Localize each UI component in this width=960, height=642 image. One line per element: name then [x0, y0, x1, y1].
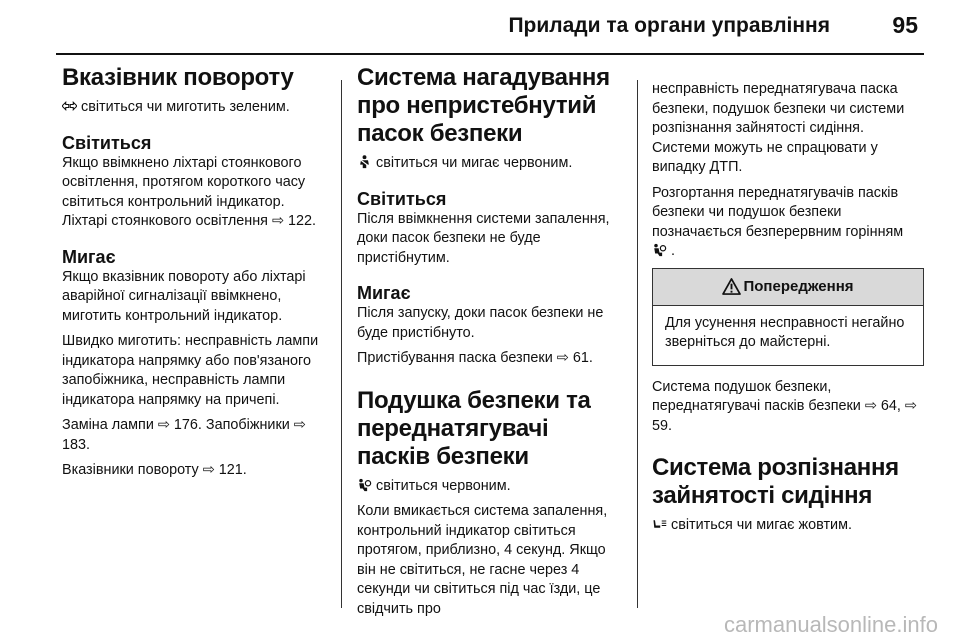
column-divider-2 — [637, 80, 638, 608]
subheading-flashing: Мигає — [62, 246, 116, 267]
paragraph-flashing: Якщо вказівник повороту або ліхтарі аварійної сигналізації ввімкнено, миготить контрольний індикатор. — [62, 268, 306, 324]
column-2 — [357, 64, 621, 625]
seat-occupancy-intro-text: світиться чи мигає жовтим. — [671, 517, 852, 533]
paragraph-airbag-malfunction: несправність переднатягувача паска безпеки, подушок безпеки чи системи розпізнання зайнятості сидіння. Системи можуть не спрацювати у випадку ДТП. — [652, 81, 905, 175]
column-divider-1 — [341, 80, 342, 608]
paragraph-seatbelt-lit: Після ввімкнення системи запалення, доки пасок безпеки не буде пристібнутим. — [357, 210, 610, 266]
seat-occupancy-icon — [652, 517, 667, 531]
section-heading-seatbelt-reminder: Система нагадування про непристебнутий пасок безпеки — [357, 64, 610, 147]
airbag-icon — [357, 478, 372, 492]
paragraph-bulb-replacement: Заміна лампи ⇨ 176. Запобіжники ⇨ 183. — [62, 417, 306, 453]
paragraph-deployment: Розгортання переднатягувачів пасків безпеки чи подушок безпеки позначається безперервним горінням . — [652, 184, 904, 259]
subheading-seatbelt-flashing: Мигає — [357, 283, 411, 303]
paragraph-fast-flashing: Швидко миготить: несправність лампи індикатора напрямку або пов'язаного запобіжника, несправність лампи індикатора напрямку на причепі. — [62, 333, 319, 408]
column-3 — [652, 80, 924, 542]
airbag-intro — [357, 477, 621, 497]
paragraph-lit: Якщо ввімкнено ліхтарі стоянкового освітлення, протягом короткого часу світиться контрольний індикатор. Ліхтарі стоянкового освітлення ⇨ 122. — [62, 154, 317, 229]
warning-text: Для усунення несправності негайно зверніться до майстерні. — [665, 314, 905, 350]
page-number: 95 — [892, 12, 918, 38]
turn-signal-intro-text: світиться чи миготить зеленим. — [81, 99, 290, 115]
seatbelt-intro — [357, 154, 621, 174]
airbag-intro-text: світиться червоним. — [376, 477, 511, 494]
section-heading-turn-signal: Вказівник повороту — [62, 64, 294, 91]
turn-signal-intro — [62, 98, 330, 118]
section-heading-airbag: Подушка безпеки та переднатягувачі пасків безпеки — [357, 386, 591, 470]
paragraph-airbag-system-ref: Система подушок безпеки, переднатягувачі пасків безпеки ⇨ 64, ⇨ 59. — [652, 378, 917, 434]
seatbelt-intro-text: світиться чи мигає червоним. — [376, 155, 573, 171]
airbag-icon — [652, 243, 667, 257]
seatbelt-icon — [357, 155, 372, 169]
subheading-lit: Світиться — [62, 132, 152, 153]
paragraph-seatbelt-flashing: Після запуску, доки пасок безпеки не буде пристібнуто. — [357, 305, 604, 341]
section-heading-seat-occupancy: Система розпізнання зайнятості сидіння — [652, 454, 899, 509]
paragraph-airbag-check: Коли вмикається система запалення, контрольний індикатор світиться протягом, приблизно, 4 секунд. Якщо він не світиться, не гасне через 4 секунди чи світиться під час їзди, це свідчить про — [357, 503, 608, 617]
header-rule — [56, 53, 924, 55]
warning-title: Попередження — [743, 278, 854, 295]
turn-signal-icon — [62, 99, 77, 113]
watermark: carmanualsonline.info — [723, 612, 938, 637]
column-1 — [62, 64, 330, 487]
paragraph-turn-signals-ref: Вказівники повороту ⇨ 121. — [62, 462, 247, 478]
paragraph-fastening-ref: Пристібування паска безпеки ⇨ 61. — [357, 350, 593, 366]
seat-occupancy-intro — [652, 516, 924, 536]
warning-triangle-icon — [722, 278, 741, 295]
warning-body — [653, 306, 923, 365]
warning-header — [653, 269, 923, 306]
subheading-seatbelt-lit: Світиться — [357, 188, 447, 209]
paragraph-deployment-text: Розгортання переднатягувачів пасків безпеки чи подушок безпеки позначається безперервним горінням — [652, 184, 904, 240]
warning-box — [652, 268, 924, 366]
running-header-title: Прилади та органи управління — [508, 14, 830, 37]
